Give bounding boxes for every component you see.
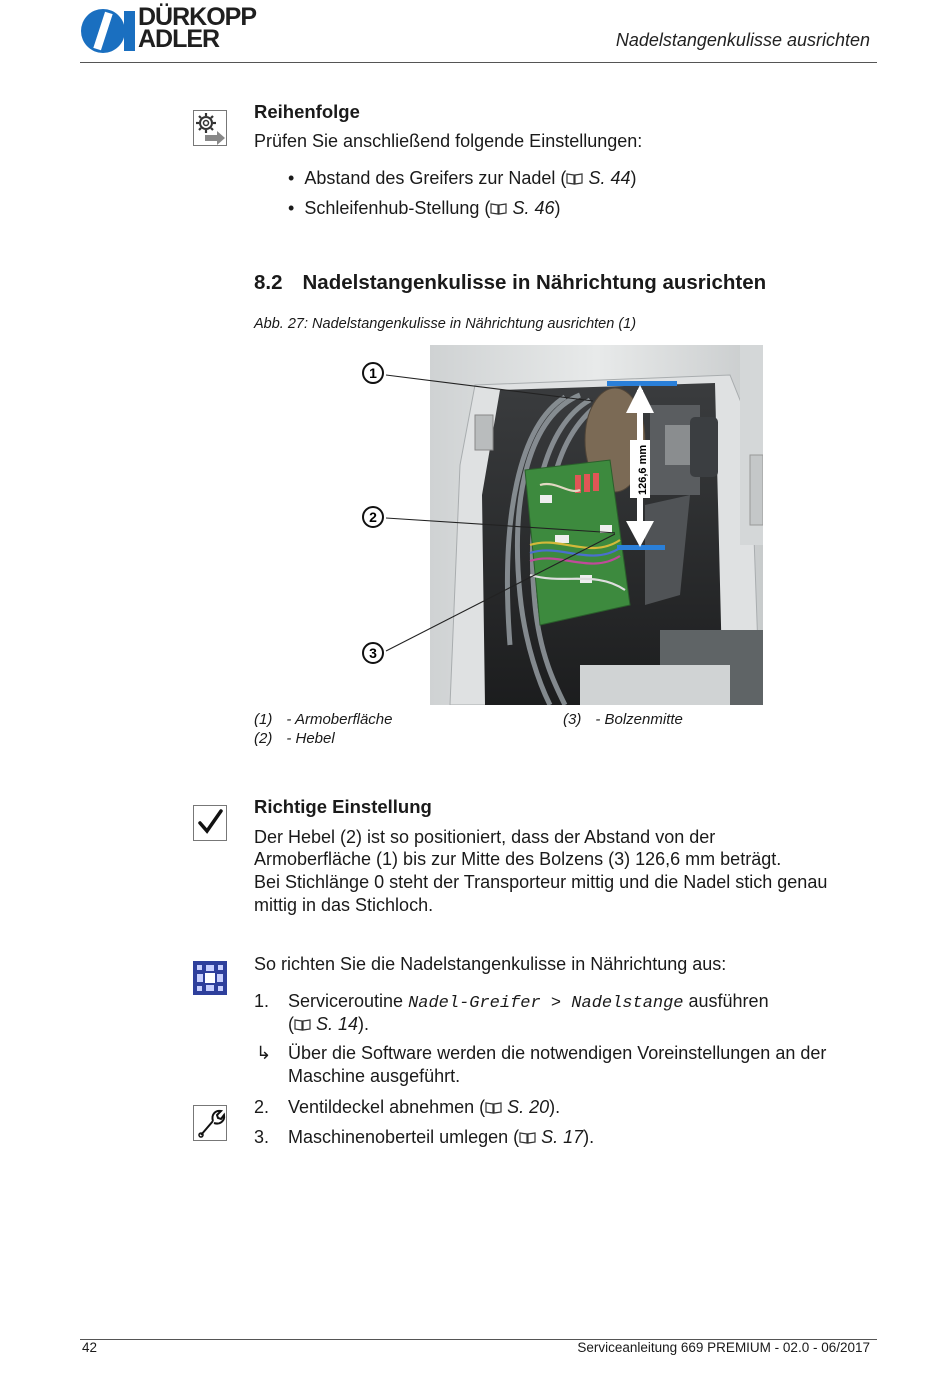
callout-marker xyxy=(362,642,384,664)
page-reference-link[interactable]: S. 44 xyxy=(588,168,631,188)
correct-setting-line: Bei Stichlänge 0 steht der Transporteur mittig und die Nadel stich genau xyxy=(254,872,828,892)
callout-marker xyxy=(362,362,384,384)
header-divider xyxy=(80,62,877,63)
book-reference-icon xyxy=(566,172,583,185)
page-reference-link[interactable]: S. 46 xyxy=(512,198,555,218)
callout-lines xyxy=(355,355,615,675)
legend-item: (3) - Bolzenmitte xyxy=(563,711,683,728)
procedure-step-number: 2. xyxy=(254,1097,270,1117)
result-line: Über die Software werden die notwendigen Voreinstellungen an der xyxy=(288,1043,827,1063)
correct-setting-line: mittig in das Stichloch. xyxy=(254,895,434,915)
order-heading: Reihenfolge xyxy=(254,101,360,122)
brand-logo-mark xyxy=(80,8,136,54)
svg-text:3: 3 xyxy=(369,645,377,661)
correct-setting-line: Der Hebel (2) ist so positioniert, dass der Abstand von der xyxy=(254,827,716,847)
legend-item: (2) - Hebel xyxy=(254,730,335,747)
figure-caption: Abb. 27: Nadelstangenkulisse in Nährichtung ausrichten (1) xyxy=(254,316,637,332)
page-header-title: Nadelstangenkulisse ausrichten xyxy=(615,30,870,50)
book-reference-icon xyxy=(485,1101,502,1114)
procedure-step: Maschinenoberteil umlegen ( S. 17). xyxy=(288,1127,595,1147)
svg-text:2: 2 xyxy=(369,509,377,525)
svg-text:1: 1 xyxy=(369,365,377,381)
procedure-step: Ventildeckel abnehmen ( S. 20). xyxy=(288,1097,561,1117)
book-reference-icon xyxy=(490,202,507,215)
correct-setting-line: Armoberfläche (1) bis zur Mitte des Bolzens (3) 126,6 mm beträgt. xyxy=(254,849,782,869)
result-arrow-icon: ↳ xyxy=(256,1043,272,1063)
legend-item: (1) - Armoberfläche xyxy=(254,711,393,728)
service-routine-path: Nadel-Greifer > Nadelstange xyxy=(408,994,684,1013)
callout-marker xyxy=(362,506,384,528)
list-item: • Schleifenhub-Stellung ( S. 46) xyxy=(288,198,561,218)
list-item: • Abstand des Greifers zur Nadel ( S. 44) xyxy=(288,168,637,188)
measurement-label: 126,6 mm xyxy=(637,444,649,495)
page-reference-link[interactable]: S. 20 xyxy=(507,1097,550,1117)
procedure-step-number: 3. xyxy=(254,1127,270,1147)
page-reference-link[interactable]: S. 14 xyxy=(316,1014,359,1034)
procedure-step-number: 1. xyxy=(254,991,270,1011)
brand-name: DÜRKOPP ADLER xyxy=(138,3,257,53)
page-number: 42 xyxy=(82,1340,98,1355)
checkmark-icon xyxy=(193,805,227,839)
document-id: Serviceanleitung 669 PREMIUM - 02.0 - 06/2017 xyxy=(577,1340,870,1355)
procedure-intro: So richten Sie die Nadelstangenkulisse in Nährichtung aus: xyxy=(254,954,727,974)
result-line: Maschine ausgeführt. xyxy=(288,1066,461,1086)
book-reference-icon xyxy=(294,1018,311,1031)
order-intro: Prüfen Sie anschließend folgende Einstellungen: xyxy=(254,131,643,151)
correct-setting-heading: Richtige Einstellung xyxy=(254,796,432,817)
book-reference-icon xyxy=(519,1131,536,1144)
procedure-step-reference: ( S. 14). xyxy=(288,1014,370,1034)
procedure-step: Serviceroutine Nadel-Greifer > Nadelstange ausführen xyxy=(288,991,769,1013)
page-reference-link[interactable]: S. 17 xyxy=(541,1127,584,1147)
settings-order-icon xyxy=(193,110,227,144)
control-panel-icon xyxy=(193,961,227,995)
section-heading: 8.2 Nadelstangenkulisse in Nährichtung ausrichten xyxy=(254,271,767,294)
wrench-icon xyxy=(193,1105,227,1139)
